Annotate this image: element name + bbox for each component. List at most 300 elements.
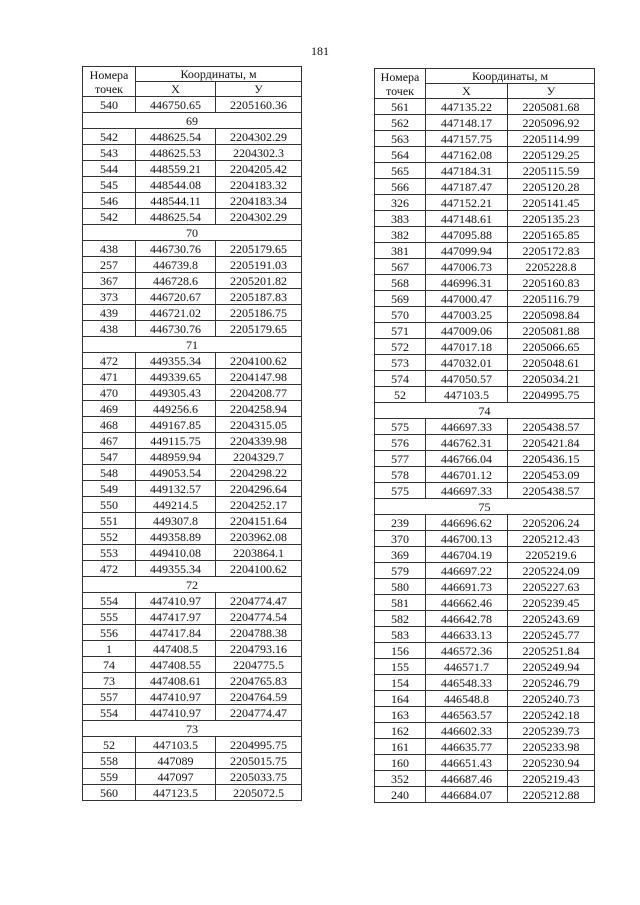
x-coordinate-cell: 449355.34 [136,561,216,577]
group-number: 71 [83,337,302,353]
y-coordinate-cell: 2203962.08 [216,529,302,545]
y-coordinate-cell: 2204258.94 [216,401,302,417]
point-number-cell: 239 [375,515,426,531]
point-number-cell: 576 [375,435,426,451]
x-coordinate-cell: 446728.6 [136,273,216,289]
point-number-cell: 544 [83,161,136,177]
point-number-cell: 469 [83,401,136,417]
y-coordinate-cell: 2204298.22 [216,465,302,481]
y-coordinate-cell: 2205179.65 [216,241,302,257]
x-coordinate-cell: 446691.73 [426,579,508,595]
group-number: 70 [83,225,302,241]
y-coordinate-cell: 2204764.59 [216,689,302,705]
x-coordinate-cell: 447003.25 [426,307,508,323]
header-y: У [216,82,302,97]
y-coordinate-cell: 2205098.84 [508,307,595,323]
header-coordinates: Координаты, м [426,69,595,84]
group-number: 69 [83,113,302,129]
y-coordinate-cell: 2204995.75 [508,387,595,403]
point-number-cell: 572 [375,339,426,355]
point-number-cell: 554 [83,705,136,721]
table-row [375,659,595,675]
x-coordinate-cell: 449132.57 [136,481,216,497]
table-row [375,723,595,739]
y-coordinate-cell: 2204100.62 [216,561,302,577]
point-number-cell: 567 [375,259,426,275]
header-x: X [426,84,508,99]
point-number-cell: 540 [83,97,136,113]
y-coordinate-cell: 2205212.43 [508,531,595,547]
point-number-cell: 155 [375,659,426,675]
y-coordinate-cell: 2205165.85 [508,227,595,243]
point-number-cell: 163 [375,707,426,723]
y-coordinate-cell: 2205115.59 [508,163,595,179]
table-row [83,497,302,513]
table-row [83,385,302,401]
table-row [375,675,595,691]
y-coordinate-cell: 2205191.03 [216,257,302,273]
x-coordinate-cell: 448959.94 [136,449,216,465]
point-number-cell: 370 [375,531,426,547]
y-coordinate-cell: 2205141.45 [508,195,595,211]
table-row [375,307,595,323]
point-number-cell: 560 [83,785,136,801]
y-coordinate-cell: 2205230.94 [508,755,595,771]
table-row [375,547,595,563]
point-number-cell: 162 [375,723,426,739]
table-row [83,209,302,225]
table-row [375,211,595,227]
x-coordinate-cell: 447152.21 [426,195,508,211]
x-coordinate-cell: 446548.8 [426,691,508,707]
table-row [83,753,302,769]
x-coordinate-cell: 447099.94 [426,243,508,259]
header-x: X [136,82,216,97]
y-coordinate-cell: 2205219.43 [508,771,595,787]
y-coordinate-cell: 2204995.75 [216,737,302,753]
y-coordinate-cell: 2204151.64 [216,513,302,529]
x-coordinate-cell: 449256.6 [136,401,216,417]
x-coordinate-cell: 446651.43 [426,755,508,771]
y-coordinate-cell: 2205187.83 [216,289,302,305]
x-coordinate-cell: 446563.57 [426,707,508,723]
table-row [83,417,302,433]
point-number-cell: 578 [375,467,426,483]
x-coordinate-cell: 447408.55 [136,657,216,673]
x-coordinate-cell: 446730.76 [136,321,216,337]
table-row [83,625,302,641]
x-coordinate-cell: 449358.89 [136,529,216,545]
table-row [375,147,595,163]
x-coordinate-cell: 449305.43 [136,385,216,401]
x-coordinate-cell: 448544.11 [136,193,216,209]
y-coordinate-cell: 2205240.73 [508,691,595,707]
point-number-cell: 545 [83,177,136,193]
header-coordinates: Координаты, м [136,67,302,82]
table-row [375,515,595,531]
point-number-cell: 562 [375,115,426,131]
point-number-cell: 580 [375,579,426,595]
table-row [375,419,595,435]
x-coordinate-cell: 447408.5 [136,641,216,657]
group-number: 72 [83,577,302,593]
point-number-cell: 472 [83,561,136,577]
table-row [83,145,302,161]
table-row [375,643,595,659]
x-coordinate-cell: 447410.97 [136,705,216,721]
y-coordinate-cell: 2204252.17 [216,497,302,513]
x-coordinate-cell: 446602.33 [426,723,508,739]
x-coordinate-cell: 447417.84 [136,625,216,641]
table-row [83,129,302,145]
y-coordinate-cell: 2204183.34 [216,193,302,209]
point-number-cell: 543 [83,145,136,161]
group-row [83,721,302,737]
x-coordinate-cell: 446739.8 [136,257,216,273]
point-number-cell: 575 [375,419,426,435]
x-coordinate-cell: 446633.13 [426,627,508,643]
x-coordinate-cell: 446721.02 [136,305,216,321]
y-coordinate-cell: 2205186.75 [216,305,302,321]
x-coordinate-cell: 447017.18 [426,339,508,355]
y-coordinate-cell: 2205224.09 [508,563,595,579]
x-coordinate-cell: 446750.65 [136,97,216,113]
table-row [83,241,302,257]
point-number-cell: 551 [83,513,136,529]
y-coordinate-cell: 2205239.45 [508,595,595,611]
x-coordinate-cell: 446687.46 [426,771,508,787]
x-coordinate-cell: 447410.97 [136,689,216,705]
point-number-cell: 373 [83,289,136,305]
point-number-cell: 579 [375,563,426,579]
y-coordinate-cell: 2204147.98 [216,369,302,385]
y-coordinate-cell: 2204774.47 [216,593,302,609]
point-number-cell: 52 [375,387,426,403]
table-row [83,465,302,481]
point-number-cell: 570 [375,307,426,323]
y-coordinate-cell: 2204100.62 [216,353,302,369]
point-number-cell: 74 [83,657,136,673]
point-number-cell: 552 [83,529,136,545]
y-coordinate-cell: 2205066.65 [508,339,595,355]
x-coordinate-cell: 446697.33 [426,419,508,435]
y-coordinate-cell: 2205033.75 [216,769,302,785]
x-coordinate-cell: 447184.31 [426,163,508,179]
y-coordinate-cell: 2205120.28 [508,179,595,195]
x-coordinate-cell: 449307.8 [136,513,216,529]
y-coordinate-cell: 2204765.83 [216,673,302,689]
point-number-cell: 382 [375,227,426,243]
table-row [83,273,302,289]
x-coordinate-cell: 449355.34 [136,353,216,369]
y-coordinate-cell: 2205072.5 [216,785,302,801]
table-row [375,739,595,755]
y-coordinate-cell: 2204296.64 [216,481,302,497]
x-coordinate-cell: 449115.75 [136,433,216,449]
table-row [83,529,302,545]
table-row [375,227,595,243]
y-coordinate-cell: 2205212.88 [508,787,595,803]
table-row [375,163,595,179]
table-row [375,563,595,579]
y-coordinate-cell: 2205438.57 [508,483,595,499]
table-row [83,433,302,449]
x-coordinate-cell: 446548.33 [426,675,508,691]
y-coordinate-cell: 2205206.24 [508,515,595,531]
y-coordinate-cell: 2205239.73 [508,723,595,739]
point-number-cell: 468 [83,417,136,433]
coordinates-table-left [82,66,302,801]
coordinates-table-right [374,68,595,803]
point-number-cell: 438 [83,241,136,257]
x-coordinate-cell: 447157.75 [426,131,508,147]
x-coordinate-cell: 446684.07 [426,787,508,803]
point-number-cell: 583 [375,627,426,643]
point-number-cell: 156 [375,643,426,659]
table-row [83,769,302,785]
table-row [83,481,302,497]
x-coordinate-cell: 447006.73 [426,259,508,275]
table-row [375,611,595,627]
table-row [375,531,595,547]
table-row [83,353,302,369]
x-coordinate-cell: 448625.54 [136,129,216,145]
point-number-cell: 472 [83,353,136,369]
y-coordinate-cell: 2205438.57 [508,419,595,435]
point-number-cell: 581 [375,595,426,611]
point-number-cell: 352 [375,771,426,787]
table-row [83,673,302,689]
point-number-cell: 73 [83,673,136,689]
x-coordinate-cell: 447032.01 [426,355,508,371]
point-number-cell: 561 [375,99,426,115]
y-coordinate-cell: 2205453.09 [508,467,595,483]
page-number: 181 [311,44,329,58]
x-coordinate-cell: 447408.61 [136,673,216,689]
x-coordinate-cell: 447135.22 [426,99,508,115]
y-coordinate-cell: 2205172.83 [508,243,595,259]
point-number-cell: 563 [375,131,426,147]
y-coordinate-cell: 2205228.8 [508,259,595,275]
point-number-cell: 558 [83,753,136,769]
y-coordinate-cell: 2204329.7 [216,449,302,465]
y-coordinate-cell: 2205048.61 [508,355,595,371]
table-row [83,369,302,385]
y-coordinate-cell: 2205245.77 [508,627,595,643]
y-coordinate-cell: 2204302.29 [216,209,302,225]
table-row [375,707,595,723]
x-coordinate-cell: 446697.33 [426,483,508,499]
point-number-cell: 550 [83,497,136,513]
point-number-cell: 367 [83,273,136,289]
point-number-cell: 548 [83,465,136,481]
point-number-cell: 568 [375,275,426,291]
point-number-cell: 571 [375,323,426,339]
table-row [83,97,302,113]
point-number-cell: 164 [375,691,426,707]
point-number-cell: 240 [375,787,426,803]
y-coordinate-cell: 2205135.23 [508,211,595,227]
y-coordinate-cell: 2204793.16 [216,641,302,657]
x-coordinate-cell: 446720.67 [136,289,216,305]
point-number-cell: 52 [83,737,136,753]
y-coordinate-cell: 2204315.05 [216,417,302,433]
x-coordinate-cell: 446662.46 [426,595,508,611]
point-number-cell: 439 [83,305,136,321]
table-row [83,689,302,705]
table-row [375,99,595,115]
table-row [375,451,595,467]
x-coordinate-cell: 446572.36 [426,643,508,659]
x-coordinate-cell: 447000.47 [426,291,508,307]
x-coordinate-cell: 446635.77 [426,739,508,755]
y-coordinate-cell: 2205227.63 [508,579,595,595]
x-coordinate-cell: 446766.04 [426,451,508,467]
y-coordinate-cell: 2205015.75 [216,753,302,769]
y-coordinate-cell: 2205242.18 [508,707,595,723]
y-coordinate-cell: 2204205.42 [216,161,302,177]
table-row [375,387,595,403]
y-coordinate-cell: 2205114.99 [508,131,595,147]
table-row [83,641,302,657]
x-coordinate-cell: 449053.54 [136,465,216,481]
y-coordinate-cell: 2205219.6 [508,547,595,563]
x-coordinate-cell: 448544.08 [136,177,216,193]
y-coordinate-cell: 2204208.77 [216,385,302,401]
group-number: 75 [375,499,595,515]
point-number-cell: 559 [83,769,136,785]
point-number-cell: 554 [83,593,136,609]
table-row [83,737,302,753]
y-coordinate-cell: 2205081.88 [508,323,595,339]
point-number-cell: 467 [83,433,136,449]
x-coordinate-cell: 448625.53 [136,145,216,161]
x-coordinate-cell: 447103.5 [136,737,216,753]
group-row [83,225,302,241]
table-row [375,435,595,451]
x-coordinate-cell: 447050.57 [426,371,508,387]
point-number-cell: 577 [375,451,426,467]
table-row [375,179,595,195]
y-coordinate-cell: 2205421.84 [508,435,595,451]
table-row [375,339,595,355]
point-number-cell: 542 [83,209,136,225]
table-row [83,289,302,305]
table-row [375,595,595,611]
y-coordinate-cell: 2205096.92 [508,115,595,131]
x-coordinate-cell: 449214.5 [136,497,216,513]
table-row [83,657,302,673]
y-coordinate-cell: 2204339.98 [216,433,302,449]
table-row [375,483,595,499]
table-row [375,579,595,595]
x-coordinate-cell: 446700.13 [426,531,508,547]
point-number-cell: 553 [83,545,136,561]
x-coordinate-cell: 447417.97 [136,609,216,625]
y-coordinate-cell: 2205179.65 [216,321,302,337]
y-coordinate-cell: 2205249.94 [508,659,595,675]
y-coordinate-cell: 2204774.47 [216,705,302,721]
table-row [375,467,595,483]
header-point-numbers: Номера точек [375,69,426,99]
point-number-cell: 566 [375,179,426,195]
table-row [375,131,595,147]
group-row [375,403,595,419]
group-number: 73 [83,721,302,737]
x-coordinate-cell: 447097 [136,769,216,785]
x-coordinate-cell: 447410.97 [136,593,216,609]
point-number-cell: 1 [83,641,136,657]
point-number-cell: 564 [375,147,426,163]
table-row [83,193,302,209]
y-coordinate-cell: 2205160.36 [216,97,302,113]
y-coordinate-cell: 2204183.32 [216,177,302,193]
table-row [83,609,302,625]
y-coordinate-cell: 2205243.69 [508,611,595,627]
x-coordinate-cell: 447187.47 [426,179,508,195]
group-number: 74 [375,403,595,419]
x-coordinate-cell: 449410.08 [136,545,216,561]
point-number-cell: 549 [83,481,136,497]
y-coordinate-cell: 2205201.82 [216,273,302,289]
y-coordinate-cell: 2205246.79 [508,675,595,691]
table-row [375,771,595,787]
x-coordinate-cell: 446571.7 [426,659,508,675]
point-number-cell: 555 [83,609,136,625]
point-number-cell: 154 [375,675,426,691]
table-row [83,449,302,465]
y-coordinate-cell: 2205081.68 [508,99,595,115]
y-coordinate-cell: 2205436.15 [508,451,595,467]
table-row [83,305,302,321]
table-row [83,513,302,529]
x-coordinate-cell: 447103.5 [426,387,508,403]
x-coordinate-cell: 447148.61 [426,211,508,227]
y-coordinate-cell: 2204774.54 [216,609,302,625]
point-number-cell: 383 [375,211,426,227]
point-number-cell: 565 [375,163,426,179]
point-number-cell: 470 [83,385,136,401]
point-number-cell: 569 [375,291,426,307]
table-row [375,755,595,771]
point-number-cell: 381 [375,243,426,259]
group-row [83,577,302,593]
y-coordinate-cell: 2204775.5 [216,657,302,673]
table-row [375,115,595,131]
table-row [375,691,595,707]
table-row [83,401,302,417]
table-row [83,785,302,801]
point-number-cell: 546 [83,193,136,209]
group-row [83,337,302,353]
table-row [83,593,302,609]
x-coordinate-cell: 447009.06 [426,323,508,339]
table-row [375,371,595,387]
point-number-cell: 573 [375,355,426,371]
y-coordinate-cell: 2205251.84 [508,643,595,659]
table-row [83,321,302,337]
point-number-cell: 556 [83,625,136,641]
y-coordinate-cell: 2205233.98 [508,739,595,755]
point-number-cell: 574 [375,371,426,387]
x-coordinate-cell: 447123.5 [136,785,216,801]
x-coordinate-cell: 446696.62 [426,515,508,531]
y-coordinate-cell: 2204302.3 [216,145,302,161]
table-row [83,561,302,577]
x-coordinate-cell: 446697.22 [426,563,508,579]
table-row [83,257,302,273]
x-coordinate-cell: 447095.88 [426,227,508,243]
